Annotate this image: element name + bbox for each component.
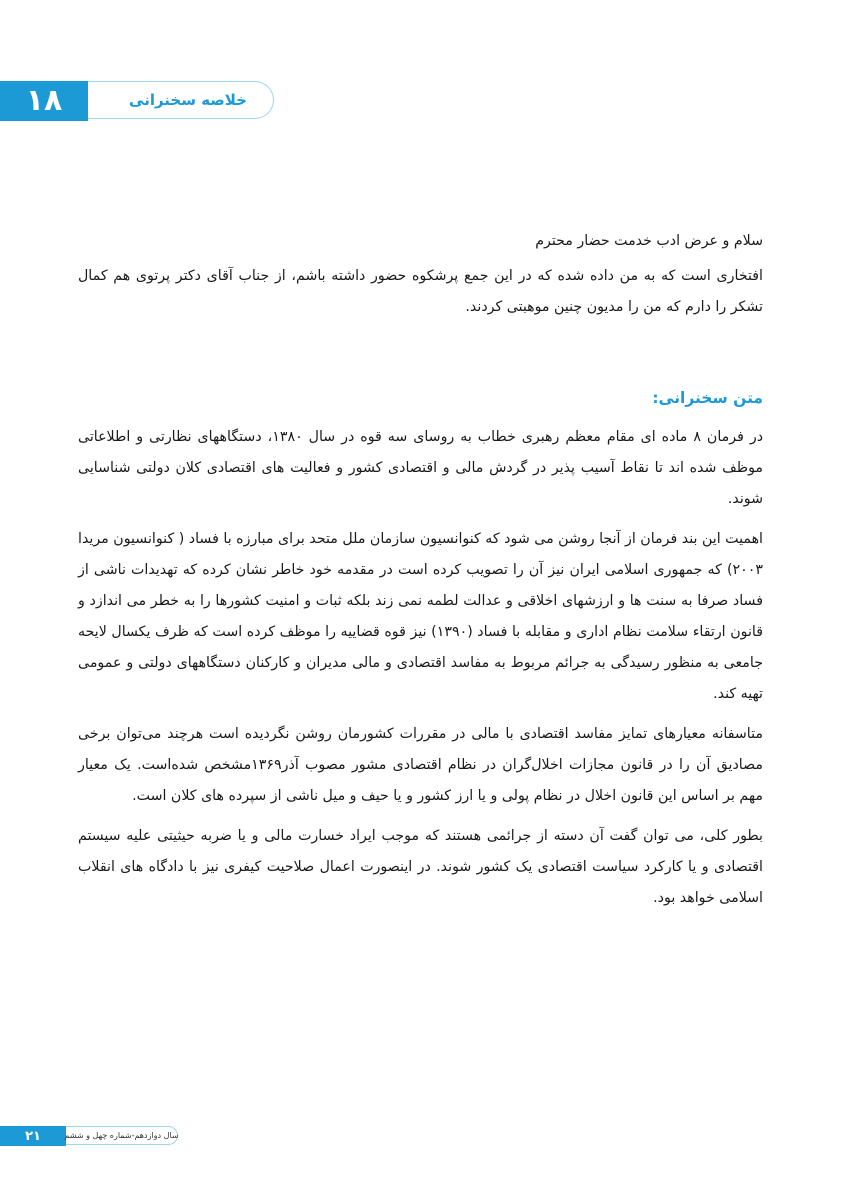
intro-paragraph: افتخاری است که به من داده شده که در این جمع پرشکوه حضور داشته باشم، از جناب آقای دکتر پرتوی هم کمال تشکر را دارم که من را مدیون چنین موهبتی کردند. [78,268,763,315]
section-heading: متن سخنرانی: [652,389,763,407]
chapter-number-badge [0,81,88,121]
greeting-line: سلام و عرض ادب خدمت حضار محترم [535,233,763,249]
body-paragraph-1: در فرمان ۸ ماده ای مقام معظم رهبری خطاب به روسای سه قوه در سال ۱۳۸۰، دستگاههای نظارتی و اطلاعاتی موظف شده اند تا نقاط آسیب پذیر در گردش مالی و اقتصادی کشور و فعالیت های اقتصادی کلان دولتی شناسایی شوند. [78,429,764,507]
page-number: ۲۱ [25,1128,41,1144]
body-paragraph-2: اهمیت این بند فرمان از آنجا روشن می شود که کنوانسیون سازمان ملل متحد برای مبارزه با فساد ( کنوانسیون مریدا ۲۰۰۳) که جمهوری اسلامی ایران نیز آن را تصویب کرده است در مقدمه خود خاطر نشان کرده که تهدیدات ناشی از فساد صرفا به سنت ها و ارزشهای اخلاقی و عدالت لطمه نمی زند بلکه ثبات و امنیت کشورها را به خطر می اندازد و قانون ارتقاء سلامت نظام اداری و مقابله با فساد (۱۳۹۰) نیز قوه قضاییه را موظف کرده است که ظرف یکسال لایحه جامعی به منظور رسیدگی به جرائم مربوط به مفاسد اقتصادی و مالی مدیران و کارکنان دستگاههای دولتی و عمومی تهیه کند. [78,531,764,702]
article-body [78,226,763,923]
page-number-badge [0,1126,66,1146]
chapter-title: خلاصه سخنرانی [129,91,247,109]
issue-info: سال دوازدهم-شماره چهل و ششم [64,1131,179,1140]
chapter-number: ۱۸ [25,83,63,118]
chapter-title-tab [88,81,274,119]
issue-info-tab [66,1126,178,1145]
body-paragraph-4: بطور کلی، می توان گفت آن دسته از جرائمی هستند که موجب ایراد خسارت مالی و یا ضربه حیثیتی علیه سیستم اقتصادی و یا کارکرد سیاست اقتصادی یک کشور شوند. در اینصورت اعمال صلاحیت کیفری نیز با دادگاه های انقلاب اسلامی خواهد بود. [78,828,763,906]
body-paragraph-3: متاسفانه معیارهای تمایز مفاسد اقتصادی با مالی در مقررات کشورمان روشن نگردیده است هرچند می‌توان برخی مصادیق آن را در قانون مجازات اخلال‌گران در نظام اقتصادی مشور مصوب آذر۱۳۶۹مشخص شده‌است. یک معیار مهم بر اساس این قانون اخلال در نظام پولی و یا ارز کشور و یا حیف و میل ناشی از سپرده های کلان است. [78,726,763,804]
